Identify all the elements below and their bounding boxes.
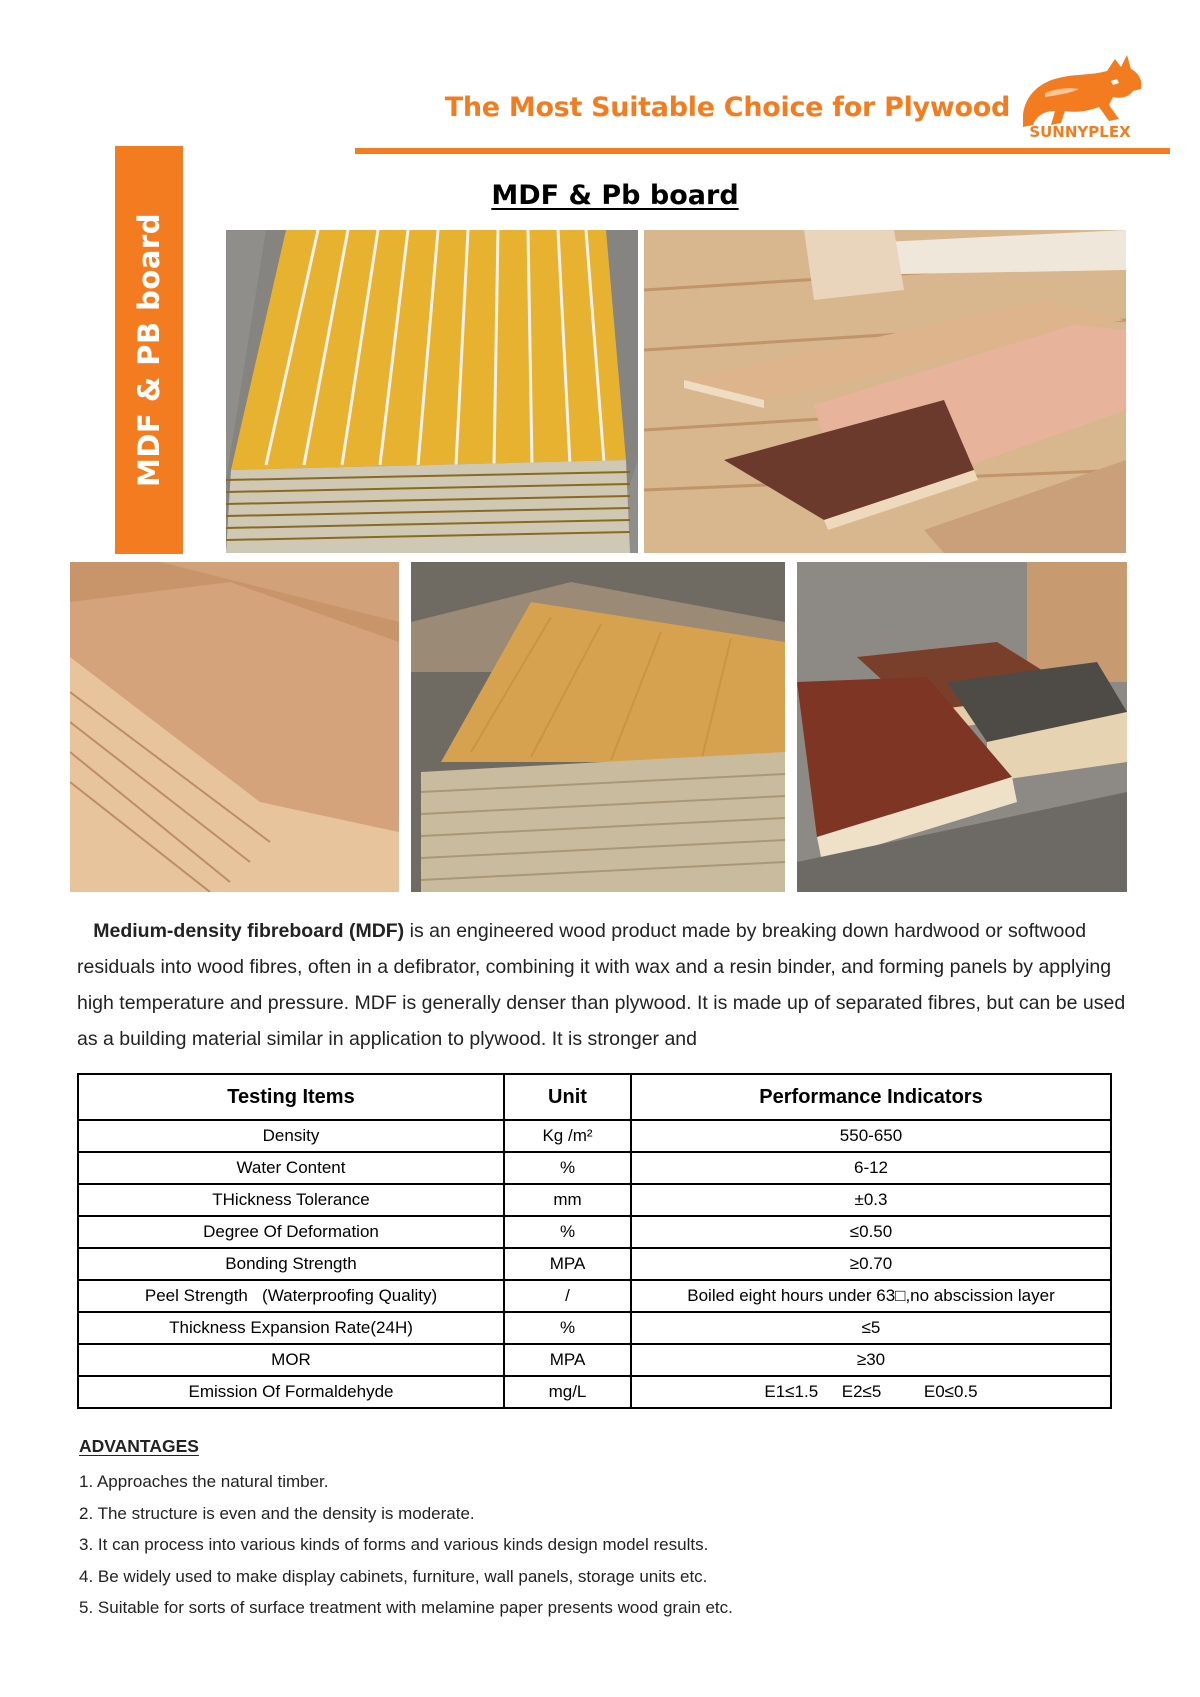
cell-unit: MPA (504, 1248, 631, 1280)
melamine-board-samples-photo (644, 230, 1126, 553)
cell-unit: % (504, 1216, 631, 1248)
cell-value: E1≤1.5 E2≤5 E0≤0.5 (631, 1376, 1111, 1408)
cell-unit: mg/L (504, 1376, 631, 1408)
cell-unit: / (504, 1280, 631, 1312)
tagline: The Most Suitable Choice for Plywood (444, 92, 1010, 123)
particle-board-photo (411, 562, 785, 892)
intro-bold-term: Medium-density fibreboard (MDF) (93, 920, 405, 942)
list-item: 2. The structure is even and the density is moderate. (79, 1503, 475, 1523)
cell-item: Bonding Strength (78, 1248, 504, 1280)
table-row (78, 1184, 1111, 1216)
raw-mdf-stack-photo (70, 562, 399, 892)
section-title: MDF & Pb board (491, 180, 739, 211)
logo-wordmark: SUNNYPLEX (1029, 123, 1131, 141)
header-rule (355, 148, 1170, 154)
cell-value: 550-650 (631, 1120, 1111, 1152)
list-item: 4. Be widely used to make display cabinets, furniture, wall panels, storage units etc. (79, 1566, 708, 1586)
laminated-boards-warehouse-photo (797, 562, 1127, 892)
advantages-heading: ADVANTAGES (79, 1436, 199, 1456)
table-header-row (78, 1074, 1111, 1120)
cell-unit: Kg /m² (504, 1120, 631, 1152)
cell-item: Water Content (78, 1152, 504, 1184)
cell-item: Emission Of Formaldehyde (78, 1376, 504, 1408)
cell-item: THickness Tolerance (78, 1184, 504, 1216)
cell-value: ≥0.70 (631, 1248, 1111, 1280)
cell-unit: MPA (504, 1344, 631, 1376)
intro-paragraph (77, 913, 1137, 1057)
cell-item: Density (78, 1120, 504, 1152)
cell-item: Degree Of Deformation (78, 1216, 504, 1248)
table-row (78, 1216, 1111, 1248)
cell-item: MOR (78, 1344, 504, 1376)
table-row (78, 1344, 1111, 1376)
cell-value: ≥30 (631, 1344, 1111, 1376)
cell-value: 6-12 (631, 1152, 1111, 1184)
cell-value: Boiled eight hours under 63□,no abscission layer (631, 1280, 1111, 1312)
table-row (78, 1376, 1111, 1408)
spec-table (77, 1073, 1112, 1409)
list-item: 3. It can process into various kinds of forms and various kinds design model results. (79, 1535, 709, 1554)
header-performance-indicators: Performance Indicators (631, 1074, 1111, 1120)
side-banner-text: MDF & PB board (132, 213, 166, 487)
table-row (78, 1280, 1111, 1312)
cell-value: ≤0.50 (631, 1216, 1111, 1248)
list-item: 1. Approaches the natural timber. (79, 1472, 329, 1491)
cell-value: ±0.3 (631, 1184, 1111, 1216)
cell-value: ≤5 (631, 1312, 1111, 1344)
slatwall-mdf-photo (226, 230, 638, 553)
advantages-list (79, 1466, 733, 1624)
table-row (78, 1120, 1111, 1152)
table-row (78, 1312, 1111, 1344)
cell-unit: % (504, 1152, 631, 1184)
table-row (78, 1248, 1111, 1280)
list-item: 5. Suitable for sorts of surface treatment with melamine paper presents wood grain etc. (79, 1598, 733, 1617)
cell-item: Peel Strength (Waterproofing Quality) (78, 1280, 504, 1312)
header-unit: Unit (504, 1074, 631, 1120)
cell-unit: mm (504, 1184, 631, 1216)
side-banner (115, 146, 183, 554)
intro-text: is an engineered wood product made by breaking down hardwood or softwood residuals into wood fibres, often in a defibrator, combining it with wax and a resin binder, and forming panels by applying high temperature and pressure. MDF is generally denser than plywood. It is made up of separated fibres, but can be used as a building material similar in application to plywood. It is stronger and (77, 920, 1126, 1050)
cell-unit: % (504, 1312, 631, 1344)
header-testing-items: Testing Items (78, 1074, 504, 1120)
cell-item: Thickness Expansion Rate(24H) (78, 1312, 504, 1344)
table-row (78, 1152, 1111, 1184)
